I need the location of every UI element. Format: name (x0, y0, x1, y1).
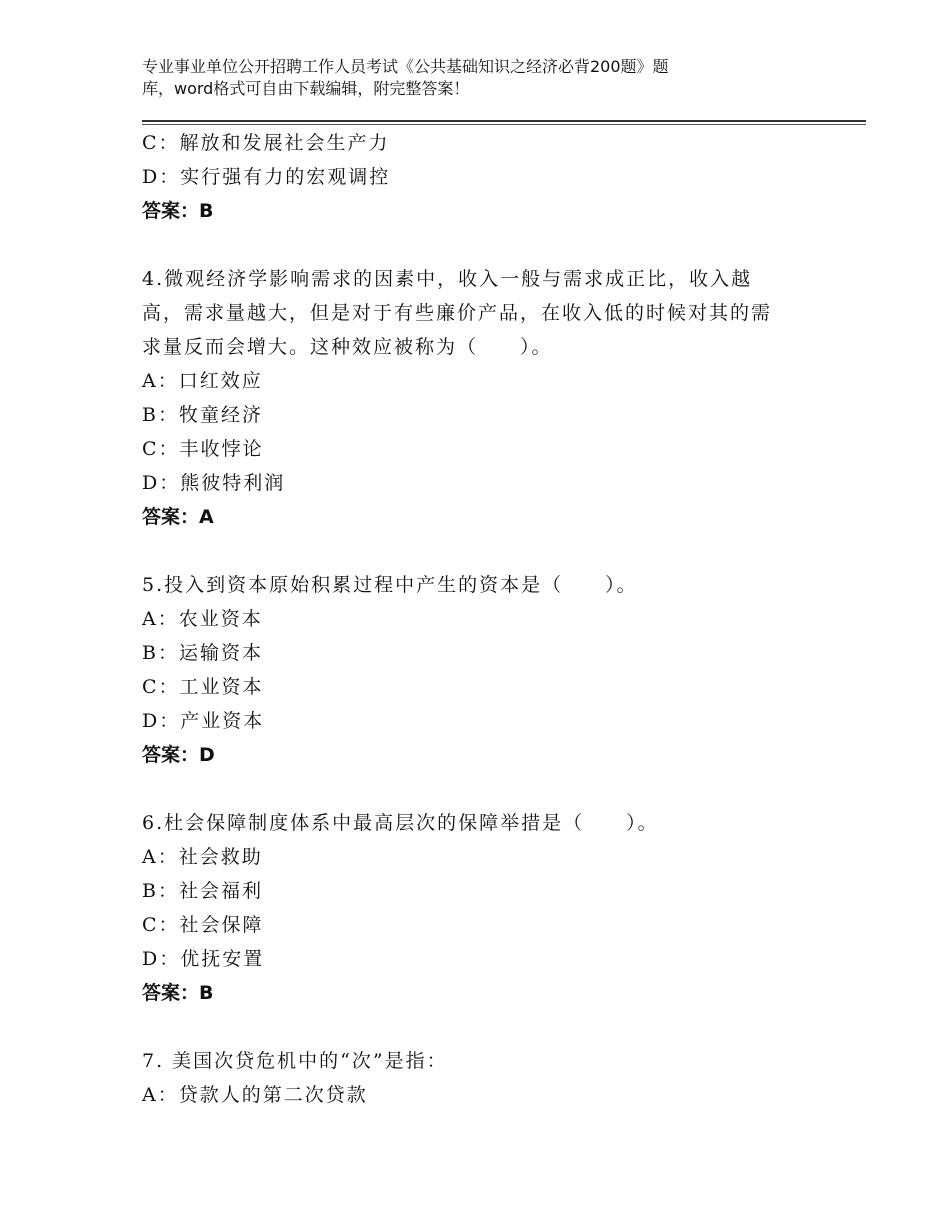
question-stem-line: 4.微观经济学影响需求的因素中，收入一般与需求成正比，收入越 (142, 268, 753, 290)
option-c: C：社会保障 (142, 914, 264, 936)
option-b: B：运输资本 (142, 642, 263, 664)
question-list (142, 126, 822, 1112)
document-header (142, 56, 782, 100)
header-title-line-2: 库，word格式可自由下载编辑，附完整答案！ (142, 79, 470, 98)
question-5 (142, 568, 822, 772)
option-c: C：丰收悖论 (142, 438, 264, 460)
question-stem-line: 高，需求量越大，但是对于有些廉价产品，在收入低的时候对其的需 (142, 302, 773, 324)
header-rule-thin (142, 124, 866, 125)
question-7 (142, 1044, 822, 1112)
question-6 (142, 806, 822, 1010)
option-d: D：优抚安置 (142, 948, 265, 970)
option-a: A：农业资本 (142, 608, 263, 630)
option-b: B：社会福利 (142, 880, 263, 902)
option-a: A：贷款人的第二次贷款 (142, 1084, 368, 1106)
question-stem-line: 7. 美国次贷危机中的“次”是指： (142, 1050, 448, 1072)
question-stem-line: 6.杜会保障制度体系中最高层次的保障举措是（ ）。 (142, 812, 659, 834)
question-stem-line: 5.投入到资本原始积累过程中产生的资本是（ ）。 (142, 574, 638, 596)
header-title-line-1: 专业事业单位公开招聘工作人员考试《公共基础知识之经济必背200题》题 (142, 57, 669, 76)
option-c: C：解放和发展社会生产力 (142, 132, 390, 154)
option-d: D：产业资本 (142, 710, 265, 732)
answer-label: 答案：B (142, 200, 214, 222)
question-stem-line: 求量反而会增大。这种效应被称为（ ）。 (142, 336, 553, 358)
header-rule-thick (142, 120, 866, 122)
option-c: C：工业资本 (142, 676, 264, 698)
option-a: A：口红效应 (142, 370, 263, 392)
option-a: A：社会救助 (142, 846, 263, 868)
answer-label: 答案：A (142, 506, 214, 528)
option-d: D：实行强有力的宏观调控 (142, 166, 391, 188)
question-4 (142, 262, 822, 534)
answer-label: 答案：D (142, 744, 215, 766)
answer-label: 答案：B (142, 982, 214, 1004)
option-b: B：牧童经济 (142, 404, 263, 426)
option-d: D：熊彼特利润 (142, 472, 286, 494)
